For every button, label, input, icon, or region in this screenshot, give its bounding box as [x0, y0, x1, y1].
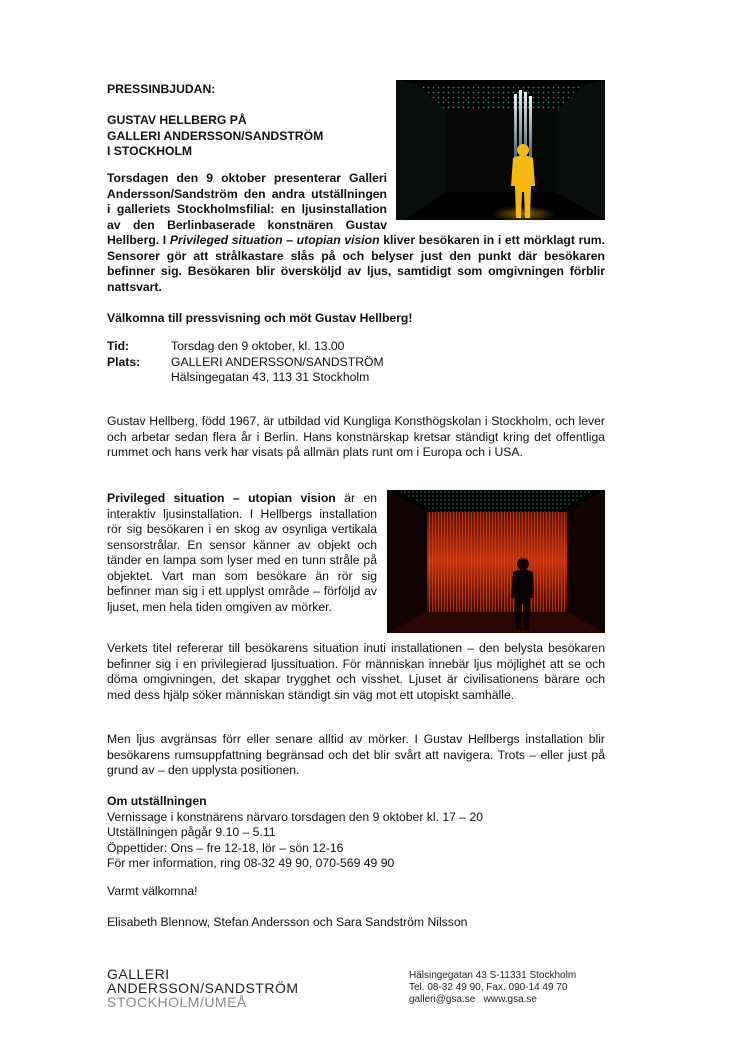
- time-label: Tid:: [107, 339, 130, 353]
- about-heading: Om utställningen: [107, 794, 207, 808]
- lead-line: i galleriets Stockholmsfilial: en ljusinstallation: [107, 202, 387, 216]
- place-label: Plats:: [107, 354, 141, 369]
- lead-line: Andersson/Sandström den andra utställningen: [107, 186, 387, 201]
- gallery-logo: [107, 967, 299, 1009]
- contact-block: [409, 970, 576, 1006]
- place-value: GALLERI ANDERSSON/SANDSTRÖM: [171, 354, 384, 369]
- contact-phone: Tel. 08-32 49 90, Fax. 090-14 49 70: [409, 982, 568, 993]
- lead-paragraph: [107, 233, 605, 295]
- installation-photo-beams: [396, 80, 605, 220]
- signatories: Elisabeth Blennow, Stefan Andersson och Sara Sandström Nilsson: [107, 915, 468, 929]
- details-block: [107, 339, 384, 386]
- about-line: För mer information, ring 08-32 49 90, 070-569 49 90: [107, 856, 395, 870]
- bio-paragraph: Gustav Hellberg, född 1967, är utbildad vid Kungliga Konsthögskolan i Stockholm, och lever och arbetar sedan flera år i Berlin. Hans konstnärskap kretsar ständigt kring det offentliga rummet och hans verk har visats på allmän plats runt om i Europa och i USA.: [107, 414, 605, 459]
- title-line: GUSTAV HELLBERG PÅ: [107, 113, 247, 127]
- contact-email[interactable]: galleri@gsa.se: [409, 994, 476, 1005]
- title-paragraph: Verkets titel refererar till besökarens situation inuti installationen – den belysta besökaren befinner sig i en privilegierad ljussituation. För människan innebär ljus möjlighet att se och döma omgivningen, det skapar trygghet och visshet. Ljuset är civilisationens bärare och med dess hjälp söker människan ständigt sin väg mot ett utopiskt samhälle.: [107, 641, 605, 702]
- installation-photo-red: [387, 490, 605, 633]
- welcome-line: Välkomna till pressvisning och möt Gustav Hellberg!: [107, 311, 413, 325]
- lead-line: Torsdagen den 9 oktober presenterar Galleri: [107, 171, 387, 185]
- lead-line: av den Berlinbaserade konstnären Gustav: [107, 217, 387, 232]
- installation-photo-red-svg: [387, 490, 605, 633]
- lead-text: Hellberg. I: [107, 233, 170, 247]
- closing-line: Varmt välkomna!: [107, 884, 198, 898]
- work-title: Privileged situation – utopian vision: [107, 491, 336, 505]
- logo-line: ANDERSSON/SANDSTRÖM: [107, 980, 299, 996]
- about-line: Vernissage i konstnärens närvaro torsdagen den 9 oktober kl. 17 – 20: [107, 809, 484, 824]
- title-line: I STOCKHOLM: [107, 144, 193, 158]
- about-line: Öppettider: Ons – fre 12-18, lör – sön 12-16: [107, 840, 344, 855]
- press-kicker: PRESSINBJUDAN:: [107, 82, 216, 96]
- place-address: Hälsingegatan 43, 113 31 Stockholm: [171, 370, 370, 384]
- time-value: Torsdag den 9 oktober, kl. 13.00: [171, 339, 345, 353]
- press-title: [107, 113, 397, 160]
- contact-web[interactable]: www.gsa.se: [483, 994, 537, 1005]
- about-section: [107, 794, 605, 872]
- work-paragraph: [107, 491, 377, 615]
- darkness-paragraph: Men ljus avgränsas förr eller senare alltid av mörker. I Gustav Hellbergs installation blir besökarens rumsuppfattning begränsad och det blir svårt att navigera. Trots – eller just på grund av – den upplysta positionen.: [107, 732, 605, 777]
- installation-photo-beams-svg: [396, 80, 605, 220]
- work-description: är en interaktiv ljusinstallation. I Hellbergs installation rör sig besökaren i en skog av osynliga vertikala sensorstrålar. En sensor känner av objekt och tänder en lampa som lyser med en tunn stråle på objektet. Vart man som besökare än rör sig befinner man sig i ett upplyst område – förföljd av ljuset, men hela tiden omgiven av mörker.: [107, 491, 377, 614]
- title-line: GALLERI ANDERSSON/SANDSTRÖM: [107, 128, 324, 143]
- lead-short-lines: [107, 171, 387, 233]
- logo-line: STOCKHOLM/UMEÅ: [107, 994, 247, 1010]
- lead-text: kliver besökaren in i ett mörklagt rum. Sensorer gör att strålkastare slås på och belyser just den punkt där besökaren befinner sig. Besökaren blir översköljd av ljus, samtidigt som omgivningen förblir nattsvart.: [107, 233, 605, 294]
- logo-line: GALLERI: [107, 966, 170, 982]
- work-title-italic: Privileged situation – utopian vision: [169, 233, 380, 247]
- about-line: Utställningen pågår 9.10 – 5.11: [107, 825, 276, 839]
- contact-address: Hälsingegatan 43 S-11331 Stockholm: [409, 970, 577, 981]
